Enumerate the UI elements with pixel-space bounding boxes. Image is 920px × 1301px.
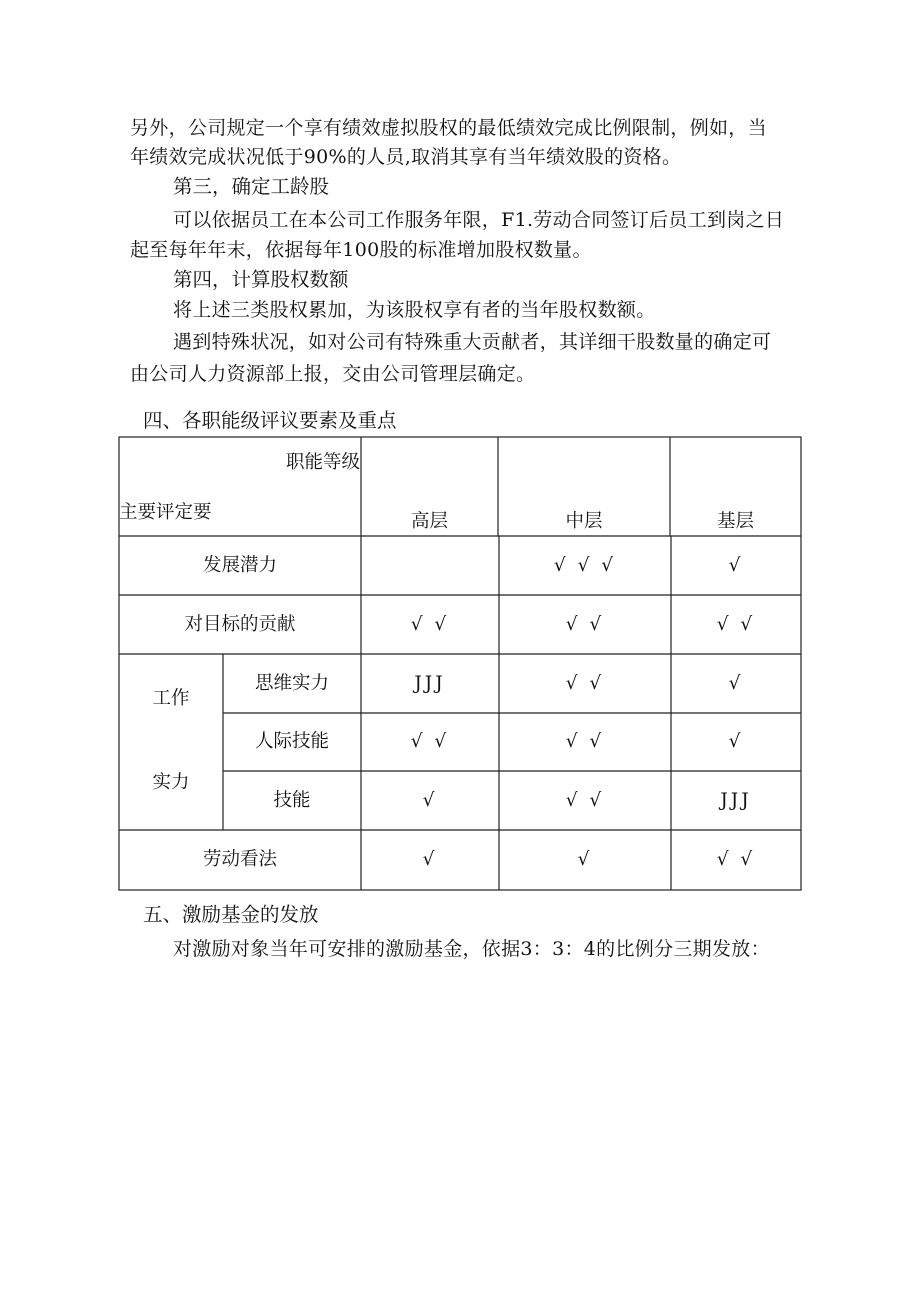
cell-attitude-mid: √ (577, 849, 593, 870)
cell-interpersonal-high: √ √ (410, 731, 450, 752)
heading-fourth: 第四，计算股权数额 (173, 268, 349, 291)
cell-skills-high: √ (422, 789, 438, 811)
group-label-work-line-1: 工作 (152, 688, 190, 709)
cell-attitude-base: √ √ (716, 849, 756, 870)
cell-potential-high (361, 536, 499, 595)
paragraph-4-line-2: 由公司人力资源部上报，交由公司管理层确定。 (130, 363, 536, 385)
cell-potential-mid: √ √ √ (553, 554, 617, 576)
row-label-work-attitude: 劳动看法 (202, 849, 277, 870)
group-label-work-line-2: 实力 (152, 772, 190, 793)
cell-potential-base: √ (728, 554, 744, 576)
paragraph-1-line-2: 年绩效完成状况低于90%的人员,取消其享有当年绩效股的资格。 (130, 146, 682, 168)
column-header-mid: 中层 (565, 511, 603, 532)
cell-attitude-high: √ (422, 849, 438, 870)
row-label-skills: 技能 (273, 789, 311, 811)
heading-third: 第三，确定工龄股 (173, 175, 330, 198)
paragraph-2-line-1: 可以依据员工在本公司工作服务年限，F1.劳动合同签订后员工到岗之日 (173, 209, 785, 231)
section-4-heading: 四、各职能级评议要素及重点 (143, 409, 397, 432)
column-header-base: 基层 (716, 511, 754, 532)
section-5-heading: 五、激励基金的发放 (143, 903, 319, 926)
cell-thinking-base: √ (728, 672, 744, 694)
cell-skills-base: JJJ (720, 789, 752, 811)
column-header-high: 高层 (410, 511, 448, 532)
paragraph-1-line-1: 另外，公司规定一个享有绩效虚拟股权的最低绩效完成比例限制，例如，当 (130, 117, 767, 139)
row-label-thinking: 思维实力 (254, 672, 329, 694)
row-label-potential: 发展潜力 (202, 554, 277, 576)
cell-interpersonal-base: √ (728, 731, 744, 752)
table-header-level: 职能等级 (285, 452, 360, 473)
row-label-contribution: 对目标的贡献 (184, 613, 296, 635)
cell-thinking-high: JJJ (414, 672, 446, 694)
cell-contribution-high: √ √ (410, 613, 450, 635)
row-label-interpersonal: 人际技能 (254, 731, 329, 752)
paragraph-4-line-1: 遇到特殊状况，如对公司有特殊重大贡献者，其详细干股数量的确定可 (173, 331, 772, 353)
cell-contribution-mid: √ √ (565, 613, 605, 635)
paragraph-3-line-1: 将上述三类股权累加，为该股权享有者的当年股权数额。 (173, 299, 656, 321)
cell-interpersonal-mid: √ √ (565, 731, 605, 752)
cell-contribution-base: √ √ (716, 613, 756, 635)
cell-skills-mid: √ √ (565, 789, 605, 811)
cell-thinking-mid: √ √ (565, 672, 605, 694)
paragraph-2-line-2: 起至每年年末，依据每年100股的标准增加股权数量。 (130, 239, 592, 261)
section-5-line-1: 对激励对象当年可安排的激励基金，依据3：3：4的比例分三期发放： (173, 938, 770, 960)
table-header-criteria: 主要评定要 (119, 502, 212, 523)
